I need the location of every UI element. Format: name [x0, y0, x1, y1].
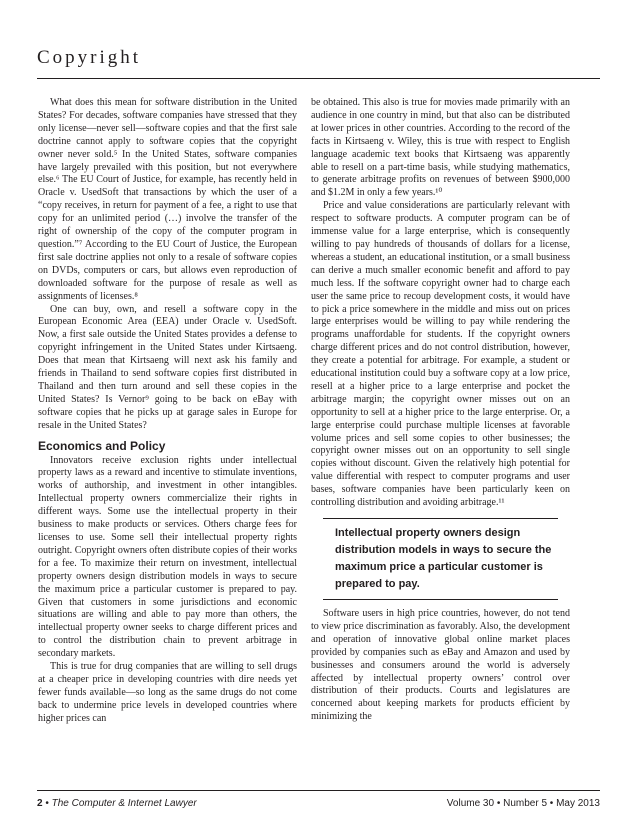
publication-name: The Computer & Internet Lawyer [51, 798, 197, 809]
left-column [38, 97, 297, 726]
body-paragraph: Software users in high price countries, however, do not tend to view price discrimination as favorably. Also, the development and operation of innovative global online market places provided by companies such as eBay and Amazon and used by businesses and consumers around the world is adversely affected by intellectual property owners’ control over distribution of their products. Courts and legislatures are concerned about keeping markets for products efficient by minimizing the [311, 608, 570, 723]
header-rule [37, 78, 600, 79]
issue-info: Volume 30 • Number 5 • May 2013 [446, 798, 600, 809]
body-paragraph: This is true for drug companies that are willing to sell drugs at a cheaper price in developing countries with dire needs yet fewer funds available—so long as the same drugs do not come back to undermine price levels in developed countries where higher prices can [38, 661, 297, 724]
pull-quote [323, 518, 558, 600]
page-number: 2 [37, 798, 43, 809]
body-paragraph: be obtained. This also is true for movies made primarily with an audience in one country in mind, but that also can be distributed at lower prices in other countries. According to the record of the facts in Kirtsaeng v. Wiley, this is true with respect to English language academic text books that Kirtsaeng was apparently able to resell on a part-time basis, while studying mathematics, to generate arbitrage profits on revenues of between $900,000 and $1.2M in only a few years.¹⁰ [311, 97, 570, 199]
body-paragraph: What does this mean for software distribution in the United States? For decades, software companies have stressed that they only license—never sell—software copies and that the first sale doctrine cannot apply to software copies that the copyright owner never sold.⁵ In the United States, software companies have largely prevailed with this position, but not everywhere else.⁶ The EU Court of Justice, for example, has recently held in Oracle v. UsedSoft that transactions by which the user of a “copy receives, in return for payment of a fee, a right to use that copy for an unlimited period (…) involve the transfer of the right of ownership of the copy of the computer program in question.”⁷ According to the EU Court of Justice, the European first sale doctrine applies not only to a resale of software copies on DVDs, computers or cars, but allows even reproduction of downloaded software for the purpose of resale as well as assignments of licenses.⁸ [38, 97, 297, 302]
footer-folio [37, 798, 197, 809]
running-head-title: Copyright [37, 47, 142, 68]
right-column [311, 97, 570, 724]
footer-separator: • [45, 798, 49, 809]
section-heading: Economics and Policy [38, 438, 166, 453]
body-paragraph: One can buy, own, and resell a software copy in the European Economic Area (EEA) under Oracle v. UsedSoft. Now, a first sale outside the United States provides a defense to copyright infringement in the United States under Kirtsaeng. Does that mean that Kirtsaeng will next ask his family and friends in Thailand to send software copies first distributed in Thailand and then turn around and sell these copies in the United States? Is Vernor⁹ going to be back on eBay with software copies that he picks up at garage sales in Europe for resale in the United States? [38, 303, 297, 431]
body-paragraph: Price and value considerations are particularly relevant with respect to software products. A computer program can be of immense value for a large enterprise, which is consequently willing to pay hundreds of thousands of dollars for a license, whereas a student, an educational institution, or a small business can derive a much smaller economic benefit and afford to pay much less. If the software copyright owner had to charge each user the same price to recoup development costs, it would have to pick a price somewhere in the middle and miss out on prices large enterprises would be willing to pay while rendering the programs unaffordable for students. If the copyright owners charge different prices and do not control distribution, however, they create a potential for arbitrage. For example, a student or educational institution could buy a software copy at a low price, resell at a higher price to a large enterprise and pocket the arbitrage margin; the copyright owner misses out on an opportunity to sell at a higher price to the large enterprise. Or, a large enterprise could purchase multiple licenses at favorable volume prices and sell some copies to other businesses; the copyright owner misses out on an opportunity to sell single copies without discount. Given the relatively high potential for value differential with respect to computer programs and user bases, software companies have been particularly keen on controlling distribution and avoiding arbitrage.¹¹ [311, 200, 570, 509]
body-paragraph: Innovators receive exclusion rights under intellectual property laws as a reward and incentive to stimulate inventions, works of authorship, and investment in other intangibles. Intellectual property owners commercialize their rights in different ways. Some use the intellectual property in their business to make products or services. Others charge fees for licenses to use. Some sell their intellectual property rights outright. Copyright owners often distribute copies of their works for a fee. To maximize their return on investment, intellectual property owners design distribution models in ways to secure the maximum price a particular customer is prepared to pay. Given that customers in some jurisdictions and economic situations are willing and able to pay more than others, the intellectual property owner seeks to charge different prices and to control the distribution chain to prevent arbitrage in secondary markets. [38, 454, 297, 660]
footer-rule [37, 790, 600, 791]
pull-quote-text: Intellectual property owners design distribution models in ways to secure the maximum price a particular customer is prepared to pay. [335, 527, 552, 590]
